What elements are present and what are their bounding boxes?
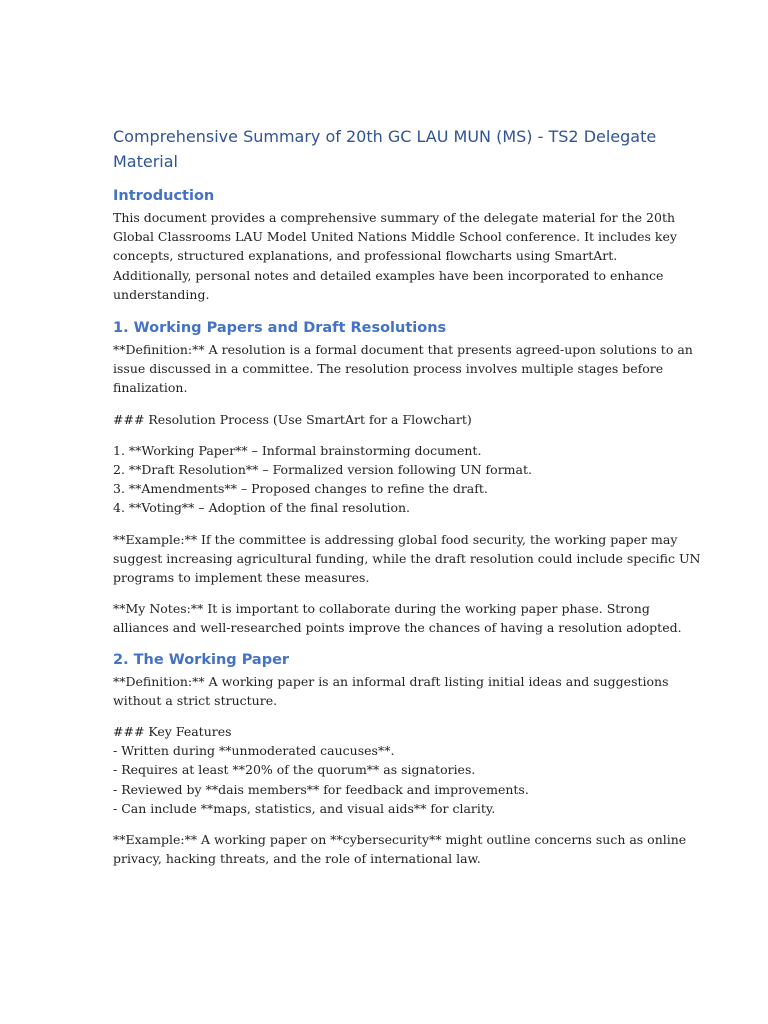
section-2-definition: [113, 672, 673, 710]
document-title-line: Comprehensive Summary of 20th GC LAU MUN (MS) - TS2 Delegate: [113, 127, 657, 146]
section-1-example: [113, 530, 701, 588]
paragraph-line: **Example:** A working paper on **cybersecurity** might outline concerns such as online: [113, 832, 687, 848]
list-item: 4. **Voting** – Adoption of the final resolution.: [113, 500, 411, 516]
list-item: - Requires at least **20% of the quorum** as signatories.: [113, 762, 476, 778]
paragraph-line: concepts, structured explanations, and professional flowcharts using SmartArt.: [113, 248, 618, 264]
paragraph-line: understanding.: [113, 286, 210, 302]
key-features-list: [113, 722, 673, 818]
paragraph-line: **Definition:** A working paper is an informal draft listing initial ideas and suggestions: [113, 673, 669, 689]
paragraph-line: Additionally, personal notes and detailed examples have been incorporated to enhance: [113, 267, 664, 283]
section-1-notes: [113, 599, 682, 637]
list-item: - Written during **unmoderated caucuses**.: [113, 743, 395, 759]
paragraph-line: Global Classrooms LAU Model United Nations Middle School conference. It includes key: [113, 229, 677, 245]
paragraph-line: ### Resolution Process (Use SmartArt for a Flowchart): [113, 411, 472, 427]
list-item: ### Key Features: [113, 724, 232, 740]
list-item: - Can include **maps, statistics, and visual aids** for clarity.: [113, 800, 496, 816]
list-item: 3. **Amendments** – Proposed changes to refine the draft.: [113, 481, 488, 497]
resolution-process-heading: [113, 410, 673, 429]
document-title: [113, 124, 673, 174]
paragraph-line: programs to implement these measures.: [113, 570, 370, 586]
section-1-definition: [113, 340, 693, 398]
introduction-paragraph: [113, 208, 677, 304]
list-item: 1. **Working Paper** – Informal brainstorming document.: [113, 442, 482, 458]
paragraph-line: finalization.: [113, 380, 188, 396]
paragraph-line: This document provides a comprehensive summary of the delegate material for the 20th: [113, 210, 676, 225]
list-item: - Reviewed by **dais members** for feedback and improvements.: [113, 781, 529, 797]
paragraph-line: alliances and well-researched points improve the chances of having a resolution adopted.: [113, 620, 682, 636]
section-2-heading: 2. The Working Paper: [113, 651, 290, 668]
paragraph-line: **Definition:** A resolution is a formal document that presents agreed-upon solutions to an: [113, 342, 693, 358]
paragraph-line: without a strict structure.: [113, 692, 278, 708]
paragraph-line: **My Notes:** It is important to collaborate during the working paper phase. Strong: [113, 601, 650, 617]
document-page: [113, 124, 701, 868]
paragraph-line: suggest increasing agricultural funding, while the draft resolution could include specific UN: [113, 550, 701, 566]
paragraph-line: privacy, hacking threats, and the role of international law.: [113, 851, 481, 867]
paragraph-line: **Example:** If the committee is addressing global food security, the working paper may: [113, 531, 678, 547]
paragraph-line: issue discussed in a committee. The resolution process involves multiple stages before: [113, 361, 664, 377]
list-item: 2. **Draft Resolution** – Formalized version following UN format.: [113, 462, 532, 478]
resolution-steps-list: [113, 441, 673, 518]
section-2-example: [113, 830, 687, 868]
introduction-heading: Introduction: [113, 188, 215, 204]
section-1-heading: 1. Working Papers and Draft Resolutions: [113, 320, 447, 337]
document-title-line: Material: [113, 152, 178, 171]
